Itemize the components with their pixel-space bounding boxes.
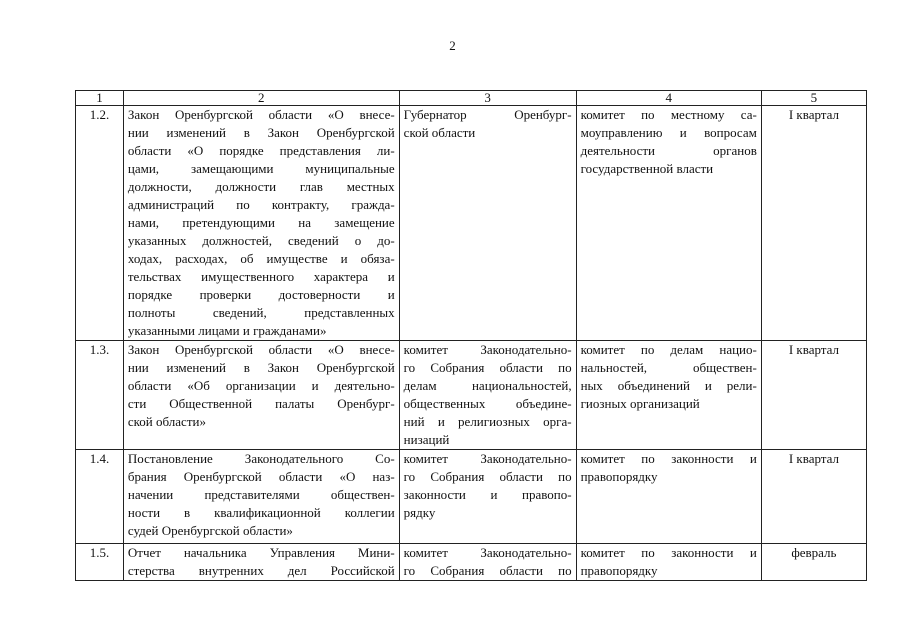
item-number: 1.3. <box>76 341 124 450</box>
item-number: 1.4. <box>76 450 124 544</box>
item-name-line: брания Оренбургской области «О наз- <box>127 469 395 484</box>
item-name-cell <box>123 450 399 544</box>
committee-line: комитет по законности и <box>580 545 757 560</box>
committee-line: деятельности органов <box>580 143 757 158</box>
committee-line: комитет по местному са- <box>580 107 757 122</box>
committee-cell <box>576 544 761 581</box>
item-name-line: указанных должностей, сведений о до- <box>127 233 395 248</box>
committee-line: ных объединений и рели- <box>580 378 757 393</box>
responsible-line: го Собрания области по <box>403 469 572 484</box>
column-header: 2 <box>123 91 399 106</box>
table-row <box>76 106 867 341</box>
responsible-line: делам национальностей, <box>403 378 572 393</box>
responsible-cell <box>399 544 576 581</box>
item-name-line: области «Об организации и деятельно- <box>127 378 395 393</box>
responsible-line: комитет Законодательно- <box>403 342 572 357</box>
table-header-row <box>76 91 867 106</box>
committee-line: правопорядку <box>580 563 658 578</box>
responsible-line: общественных объедине- <box>403 396 572 411</box>
committee-cell <box>576 106 761 341</box>
committee-line: правопорядку <box>580 469 658 484</box>
table-row <box>76 544 867 581</box>
item-name-line: стерства внутренних дел Российской <box>127 563 395 578</box>
item-name-line: нами, претендующими на замещение <box>127 215 395 230</box>
item-name-line: тельствах имущественного характера и <box>127 269 395 284</box>
item-name-line: судей Оренбургской области» <box>127 523 293 538</box>
item-number: 1.5. <box>76 544 124 581</box>
term-cell: I квартал <box>761 341 866 450</box>
committee-line: комитет по делам нацио- <box>580 342 757 357</box>
item-name-line: указанными лицами и гражданами» <box>127 323 327 338</box>
column-header: 5 <box>761 91 866 106</box>
responsible-line: го Собрания области по <box>403 360 572 375</box>
item-name-cell <box>123 106 399 341</box>
item-name-line: ходах, расходах, об имуществе и обяза- <box>127 251 395 266</box>
item-name-line: нии изменений в Закон Оренбургской <box>127 125 395 140</box>
item-name-line: начении представителями обществен- <box>127 487 395 502</box>
committee-line: моуправлению и вопросам <box>580 125 757 140</box>
item-name-line: Закон Оренбургской области «О внесе- <box>127 342 395 357</box>
responsible-line: низаций <box>403 432 450 447</box>
table-row <box>76 450 867 544</box>
item-name-line: цами, замещающими муниципальные <box>127 161 395 176</box>
column-header: 3 <box>399 91 576 106</box>
item-number: 1.2. <box>76 106 124 341</box>
item-name-line: области «О порядке представления ли- <box>127 143 395 158</box>
responsible-line: Губернатор Оренбург- <box>403 107 572 122</box>
responsible-line: ской области <box>403 125 476 140</box>
item-name-line: ской области» <box>127 414 206 429</box>
item-name-line: администраций по контракту, гражда- <box>127 197 395 212</box>
item-name-line: Закон Оренбургской области «О внесе- <box>127 107 395 122</box>
committee-cell <box>576 450 761 544</box>
committee-line: государственной власти <box>580 161 714 176</box>
plan-table <box>75 90 867 581</box>
term-cell: февраль <box>761 544 866 581</box>
item-name-line: полноты сведений, представленных <box>127 305 395 320</box>
responsible-line: рядку <box>403 505 436 520</box>
committee-line: гиозных организаций <box>580 396 700 411</box>
term-cell: I квартал <box>761 106 866 341</box>
responsible-cell <box>399 106 576 341</box>
responsible-cell <box>399 341 576 450</box>
responsible-line: законности и правопо- <box>403 487 572 502</box>
item-name-cell <box>123 341 399 450</box>
column-header: 1 <box>76 91 124 106</box>
responsible-line: комитет Законодательно- <box>403 451 572 466</box>
responsible-cell <box>399 450 576 544</box>
item-name-cell <box>123 544 399 581</box>
item-name-line: должности, должности глав местных <box>127 179 395 194</box>
item-name-line: Отчет начальника Управления Мини- <box>127 545 395 560</box>
table-row <box>76 341 867 450</box>
responsible-line: го Собрания области по <box>403 563 572 578</box>
column-header: 4 <box>576 91 761 106</box>
term-cell: I квартал <box>761 450 866 544</box>
item-name-line: ности в квалификационной коллегии <box>127 505 395 520</box>
responsible-line: комитет Законодательно- <box>403 545 572 560</box>
committee-line: комитет по законности и <box>580 451 757 466</box>
item-name-line: сти Общественной палаты Оренбург- <box>127 396 395 411</box>
item-name-line: порядке проверки достоверности и <box>127 287 395 302</box>
committee-cell <box>576 341 761 450</box>
committee-line: нальностей, обществен- <box>580 360 757 375</box>
item-name-line: нии изменений в Закон Оренбургской <box>127 360 395 375</box>
responsible-line: ний и религиозных орга- <box>403 414 572 429</box>
item-name-line: Постановление Законодательного Со- <box>127 451 395 466</box>
page-number: 2 <box>449 38 456 53</box>
